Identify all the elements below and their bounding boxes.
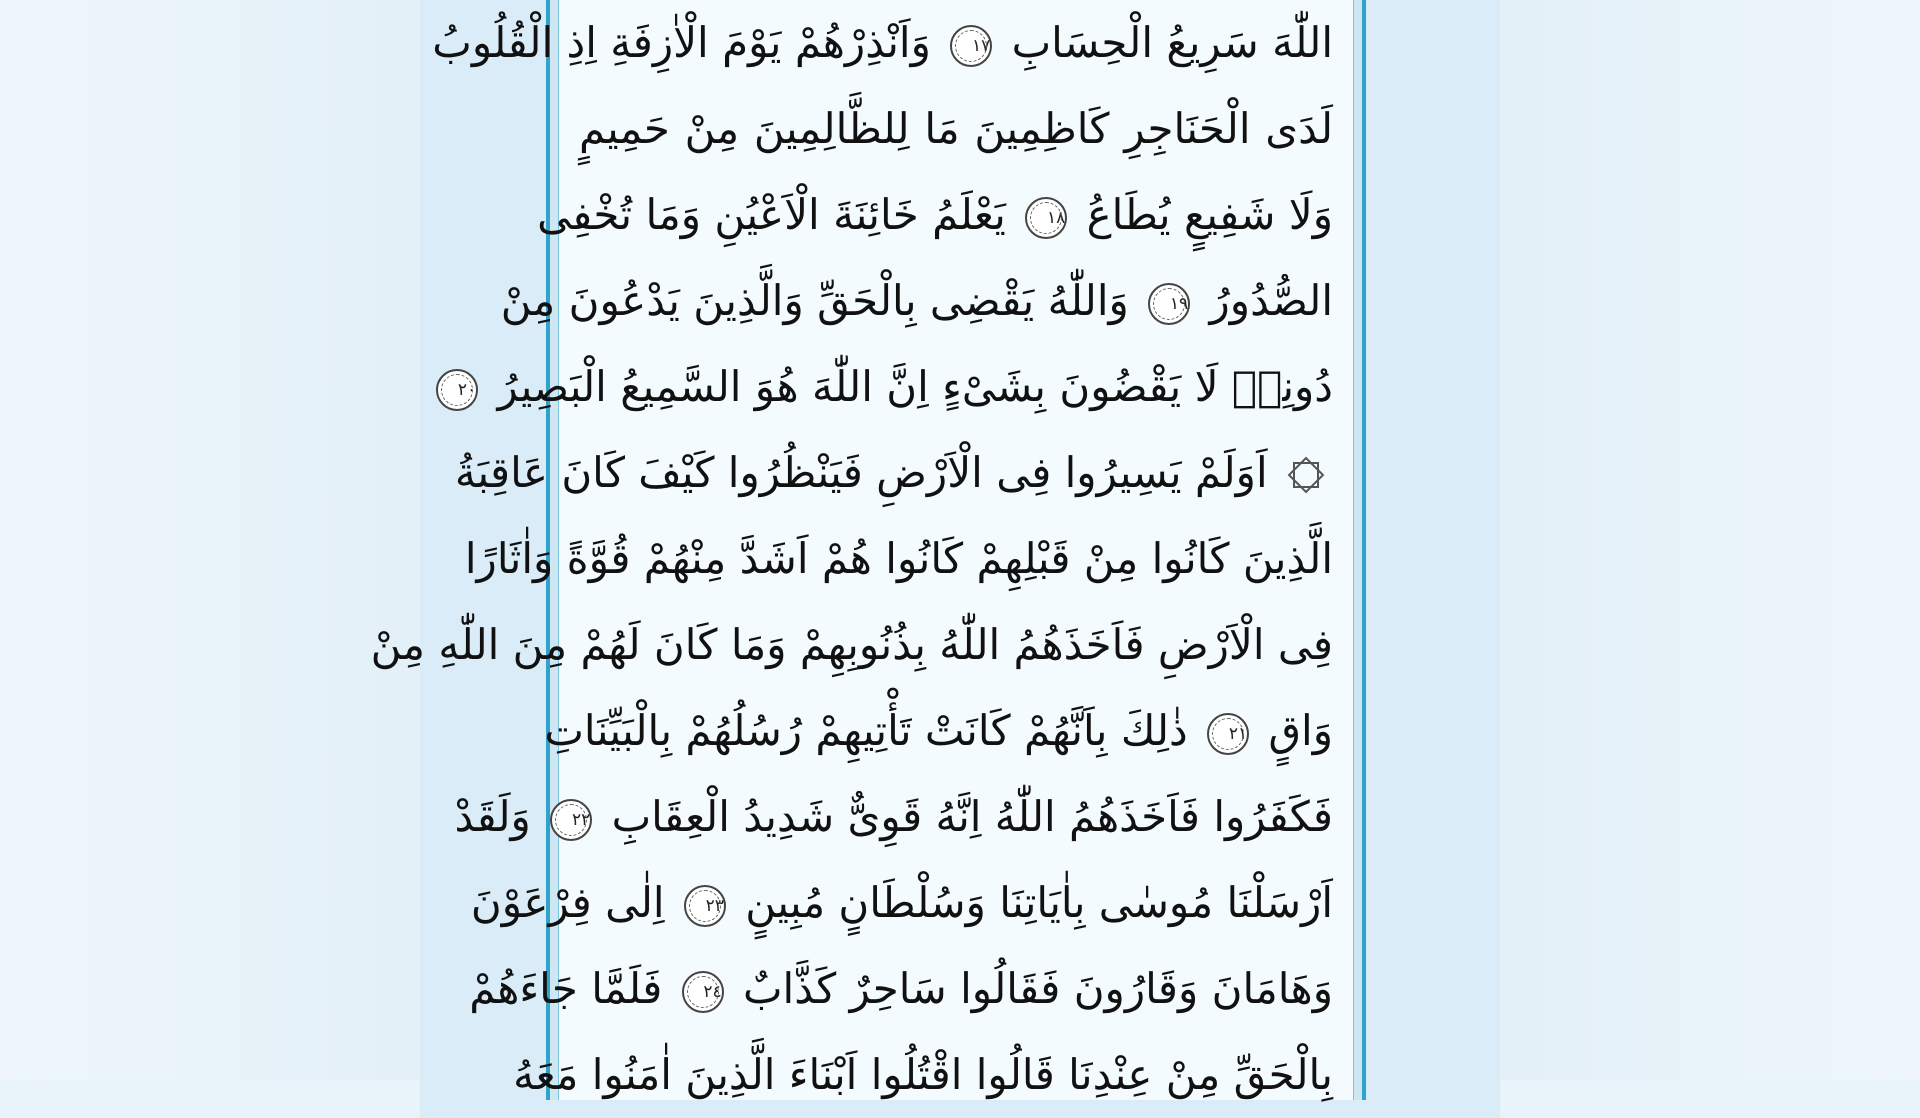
verse-text: الصُّدُورُ — [1209, 276, 1333, 325]
verse-line-8 — [370, 602, 1333, 688]
verse-text: لَدَى الْحَنَاجِرِ كَاظِمِينَ مَا لِلظَّالِمِينَ مِنْ حَمِيمٍ — [579, 104, 1333, 153]
verse-line-2 — [579, 86, 1333, 172]
verse-text: بِالْحَقِّ مِنْ عِنْدِنَا قَالُوا اقْتُلُوا اَبْنَاءَ الَّذِينَ اٰمَنُوا مَعَهُ — [513, 1050, 1333, 1099]
verse-line-9 — [544, 688, 1333, 774]
verse-text: فَلَمَّا جَاءَهُمْ — [469, 964, 663, 1013]
page-content — [370, 0, 1354, 1100]
right-background — [1500, 0, 1920, 1080]
verse-line-4 — [500, 258, 1333, 344]
ayah-number-marker: ٢٢ — [550, 799, 592, 841]
verse-text: الَّذِينَ كَانُوا مِنْ قَبْلِهِمْ كَانُوا هُمْ اَشَدَّ مِنْهُمْ قُوَّةً وَاٰثَارًا — [464, 534, 1333, 583]
ayah-number-marker: ١٨ — [1025, 197, 1067, 239]
verse-line-7 — [464, 516, 1333, 602]
left-background — [0, 0, 420, 1080]
verse-text: وَهَامَانَ وَقَارُونَ فَقَالُوا سَاحِرٌ كَذَّابٌ — [743, 964, 1333, 1013]
verse-line-5 — [457, 344, 1333, 430]
verse-text: فَكَفَرُوا فَاَخَذَهُمُ اللّٰهُ اِنَّهُ قَوِىٌّ شَدِيدُ الْعِقَابِ — [611, 792, 1333, 841]
verse-text: يَعْلَمُ خَائِنَةَ الْاَعْيُنِ وَمَا تُخْفِى — [537, 190, 1006, 239]
verse-text: اِلٰى فِرْعَوْنَ — [470, 878, 665, 927]
verse-line-3 — [537, 172, 1333, 258]
ayah-number-marker: ٢١ — [1207, 713, 1249, 755]
verse-text: فِى الْاَرْضِ فَاَخَذَهُمُ اللّٰهُ بِذُنُوبِهِمْ وَمَا كَانَ لَهُمْ مِنَ اللّٰهِ مِنْ — [370, 620, 1333, 669]
verse-line-10 — [454, 774, 1333, 860]
verse-text: وَاقٍ — [1268, 706, 1333, 755]
verse-text: اَوَلَمْ يَسِيرُوا فِى الْاَرْضِ فَيَنْظُرُوا كَيْفَ كَانَ عَاقِبَةُ — [454, 448, 1268, 497]
verse-text: اللّٰهَ سَرِيعُ الْحِسَابِ — [1011, 18, 1333, 67]
verse-text: ذٰلِكَ بِاَنَّهُمْ كَانَتْ تَأْتِيهِمْ رُسُلُهُمْ بِالْبَيِّنَاتِ — [544, 706, 1188, 755]
verse-line-13 — [513, 1032, 1333, 1118]
ayah-number-marker: ١٧ — [950, 25, 992, 67]
verse-line-6 — [454, 430, 1333, 516]
verse-text: اَرْسَلْنَا مُوسٰى بِاٰيَاتِنَا وَسُلْطَانٍ مُبِينٍ — [745, 878, 1333, 927]
rub-el-hizb-icon — [1287, 456, 1327, 496]
ayah-number-marker: ٢٣ — [684, 885, 726, 927]
verse-text: وَاَنْذِرْهُمْ يَوْمَ الْاٰزِفَةِ اِذِ الْقُلُوبُ — [432, 18, 931, 67]
ayah-number-marker: ١٩ — [1148, 283, 1190, 325]
verse-text: وَلَا شَفِيعٍ يُطَاعُ — [1086, 190, 1333, 239]
verse-lines — [370, 0, 1333, 1118]
verse-line-1 — [432, 0, 1333, 86]
verse-text: دُونِهٖ لَا يَقْضُونَ بِشَىْءٍ اِنَّ اللّٰهَ هُوَ السَّمِيعُ الْبَصِيرُ — [497, 362, 1333, 411]
verse-text: وَلَقَدْ — [454, 792, 531, 841]
verse-line-12 — [469, 946, 1333, 1032]
ayah-number-marker: ٢٠ — [436, 369, 478, 411]
ayah-number-marker: ٢٤ — [682, 971, 724, 1013]
verse-line-11 — [470, 860, 1333, 946]
mushaf-page — [370, 0, 1366, 1100]
verse-text: وَاللّٰهُ يَقْضِى بِالْحَقِّ وَالَّذِينَ يَدْعُونَ مِنْ — [500, 276, 1129, 325]
